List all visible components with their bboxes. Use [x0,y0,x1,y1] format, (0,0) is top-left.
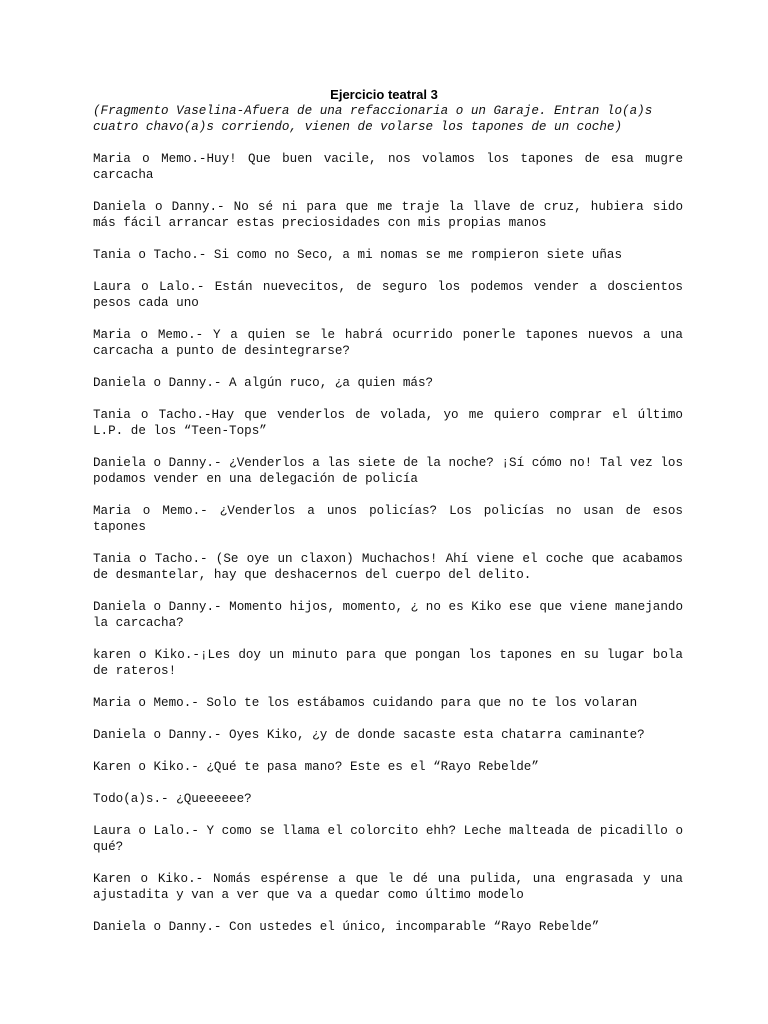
dialogue-line: Laura o Lalo.- Están nuevecitos, de seguro los podemos vender a doscientos pesos cada uno [93,280,683,310]
document-body [93,103,683,951]
dialogue-line: Laura o Lalo.- Y como se llama el colorcito ehh? Leche malteada de picadillo o qué? [93,824,683,854]
dialogue-line: Daniela o Danny.- No sé ni para que me traje la llave de cruz, hubiera sido más fácil arrancar estas preciosidades con mis propias manos [93,200,683,230]
dialogue-line: Karen o Kiko.- ¿Qué te pasa mano? Este es el “Rayo Rebelde” [93,760,539,774]
dialogue-line: Maria o Memo.- Y a quien se le habrá ocurrido ponerle tapones nuevos a una carcacha a punto de desintegrarse? [93,328,683,358]
dialogue-line: Karen o Kiko.- Nomás espérense a que le dé una pulida, una engrasada y una ajustadita y van a ver que va a quedar como último modelo [93,872,683,902]
dialogue-line: Maria o Memo.- Solo te los estábamos cuidando para que no te los volaran [93,696,638,710]
dialogue-line: Daniela o Danny.- A algún ruco, ¿a quien más? [93,376,434,390]
dialogue-line: Daniela o Danny.- Oyes Kiko, ¿y de donde sacaste esta chatarra caminante? [93,728,645,742]
dialogue-line: Tania o Tacho.- (Se oye un claxon) Muchachos! Ahí viene el coche que acabamos de desmantelar, hay que deshacernos del cuerpo del delito. [93,552,683,582]
stage-direction: (Fragmento Vaselina-Afuera de una refaccionaria o un Garaje. Entran lo(a)s cuatro chavo(a)s corriendo, vienen de volarse los tapones de un coche) [93,104,653,134]
dialogue-line: karen o Kiko.-¡Les doy un minuto para que pongan los tapones en su lugar bola de rateros! [93,648,683,678]
dialogue-line: Todo(a)s.- ¿Queeeeee? [93,792,252,806]
document-title: Ejercicio teatral 3 [330,87,438,102]
dialogue-line: Daniela o Danny.- Momento hijos, momento, ¿ no es Kiko ese que viene manejando la carcacha? [93,600,683,630]
dialogue-line: Tania o Tacho.-Hay que venderlos de volada, yo me quiero comprar el último L.P. de los “Teen-Tops” [93,408,683,438]
dialogue-line: Tania o Tacho.- Si como no Seco, a mi nomas se me rompieron siete uñas [93,248,623,262]
dialogue-line: Daniela o Danny.- Con ustedes el único, incomparable “Rayo Rebelde” [93,920,600,934]
dialogue-line: Maria o Memo.-Huy! Que buen vacile, nos volamos los tapones de esa mugre carcacha [93,152,683,182]
dialogue-line: Maria o Memo.- ¿Venderlos a unos policías? Los policías no usan de esos tapones [93,504,683,534]
dialogue-line: Daniela o Danny.- ¿Venderlos a las siete de la noche? ¡Sí cómo no! Tal vez los podamos vender en una delegación de policía [93,456,683,486]
